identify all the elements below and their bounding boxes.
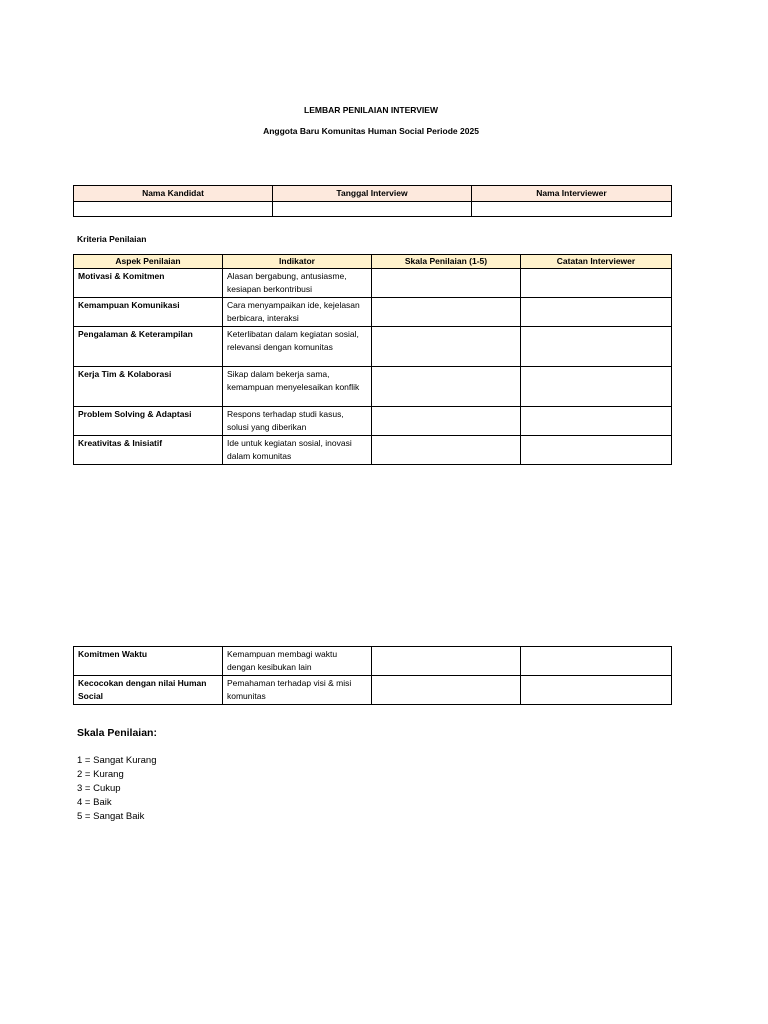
table-row bbox=[74, 327, 672, 367]
aspek-cell: Komitmen Waktu bbox=[74, 647, 223, 676]
header-catatan: Catatan Interviewer bbox=[521, 255, 672, 269]
aspek-cell: Problem Solving & Adaptasi bbox=[74, 407, 223, 436]
scale-list bbox=[77, 754, 157, 824]
indikator-cell: Respons terhadap studi kasus, solusi yang diberikan bbox=[223, 407, 372, 436]
aspek-cell: Motivasi & Komitmen bbox=[74, 269, 223, 298]
scale-item: 2 = Kurang bbox=[77, 769, 124, 780]
aspek-cell: Pengalaman & Keterampilan bbox=[74, 327, 223, 367]
table-row bbox=[74, 436, 672, 465]
skala-cell[interactable] bbox=[372, 327, 521, 367]
scale-item: 4 = Baik bbox=[77, 797, 112, 808]
criteria-table-continued bbox=[73, 646, 672, 705]
criteria-header-row bbox=[74, 255, 672, 269]
header-indikator: Indikator bbox=[223, 255, 372, 269]
skala-cell[interactable] bbox=[372, 269, 521, 298]
catatan-cell[interactable] bbox=[521, 407, 672, 436]
indikator-cell: Keterlibatan dalam kegiatan sosial, relevansi dengan komunitas bbox=[223, 327, 372, 367]
catatan-cell[interactable] bbox=[521, 327, 672, 367]
catatan-cell[interactable] bbox=[521, 436, 672, 465]
aspek-cell: Kerja Tim & Kolaborasi bbox=[74, 367, 223, 407]
catatan-cell[interactable] bbox=[521, 367, 672, 407]
indikator-cell: Sikap dalam bekerja sama, kemampuan menyelesaikan konflik bbox=[223, 367, 372, 407]
tanggal-interview-field[interactable] bbox=[273, 202, 472, 217]
scale-item: 3 = Cukup bbox=[77, 783, 121, 794]
indikator-cell: Pemahaman terhadap visi & misi komunitas bbox=[223, 676, 372, 705]
table-row bbox=[74, 269, 672, 298]
header-aspek: Aspek Penilaian bbox=[74, 255, 223, 269]
skala-cell[interactable] bbox=[372, 436, 521, 465]
catatan-cell[interactable] bbox=[521, 269, 672, 298]
indikator-cell: Cara menyampaikan ide, kejelasan berbicara, interaksi bbox=[223, 298, 372, 327]
catatan-cell[interactable] bbox=[521, 676, 672, 705]
indikator-cell: Alasan bergabung, antusiasme, kesiapan berkontribusi bbox=[223, 269, 372, 298]
candidate-info-table bbox=[73, 185, 672, 217]
skala-cell[interactable] bbox=[372, 647, 521, 676]
info-header-row bbox=[74, 186, 672, 202]
table-row bbox=[74, 647, 672, 676]
skala-cell[interactable] bbox=[372, 367, 521, 407]
catatan-cell[interactable] bbox=[521, 298, 672, 327]
header-nama-interviewer: Nama Interviewer bbox=[472, 186, 672, 202]
table-row bbox=[74, 298, 672, 327]
aspek-cell: Kemampuan Komunikasi bbox=[74, 298, 223, 327]
header-tanggal-interview: Tanggal Interview bbox=[273, 186, 472, 202]
info-input-row bbox=[74, 202, 672, 217]
header-skala: Skala Penilaian (1-5) bbox=[372, 255, 521, 269]
table-row bbox=[74, 407, 672, 436]
nama-interviewer-field[interactable] bbox=[472, 202, 672, 217]
scale-heading: Skala Penilaian: bbox=[77, 727, 157, 739]
aspek-cell: Kecocokan dengan nilai Human Social bbox=[74, 676, 223, 705]
document-title: LEMBAR PENILAIAN INTERVIEW bbox=[304, 105, 438, 115]
skala-cell[interactable] bbox=[372, 407, 521, 436]
indikator-cell: Kemampuan membagi waktu dengan kesibukan lain bbox=[223, 647, 372, 676]
catatan-cell[interactable] bbox=[521, 647, 672, 676]
table-row bbox=[74, 367, 672, 407]
criteria-section-label: Kriteria Penilaian bbox=[77, 234, 147, 244]
scale-item: 5 = Sangat Baik bbox=[77, 811, 145, 822]
scale-item: 1 = Sangat Kurang bbox=[77, 755, 157, 766]
document-subtitle: Anggota Baru Komunitas Human Social Periode 2025 bbox=[263, 126, 479, 136]
skala-cell[interactable] bbox=[372, 676, 521, 705]
skala-cell[interactable] bbox=[372, 298, 521, 327]
criteria-table bbox=[73, 254, 672, 465]
nama-kandidat-field[interactable] bbox=[74, 202, 273, 217]
aspek-cell: Kreativitas & Inisiatif bbox=[74, 436, 223, 465]
header-nama-kandidat: Nama Kandidat bbox=[74, 186, 273, 202]
table-row bbox=[74, 676, 672, 705]
indikator-cell: Ide untuk kegiatan sosial, inovasi dalam komunitas bbox=[223, 436, 372, 465]
